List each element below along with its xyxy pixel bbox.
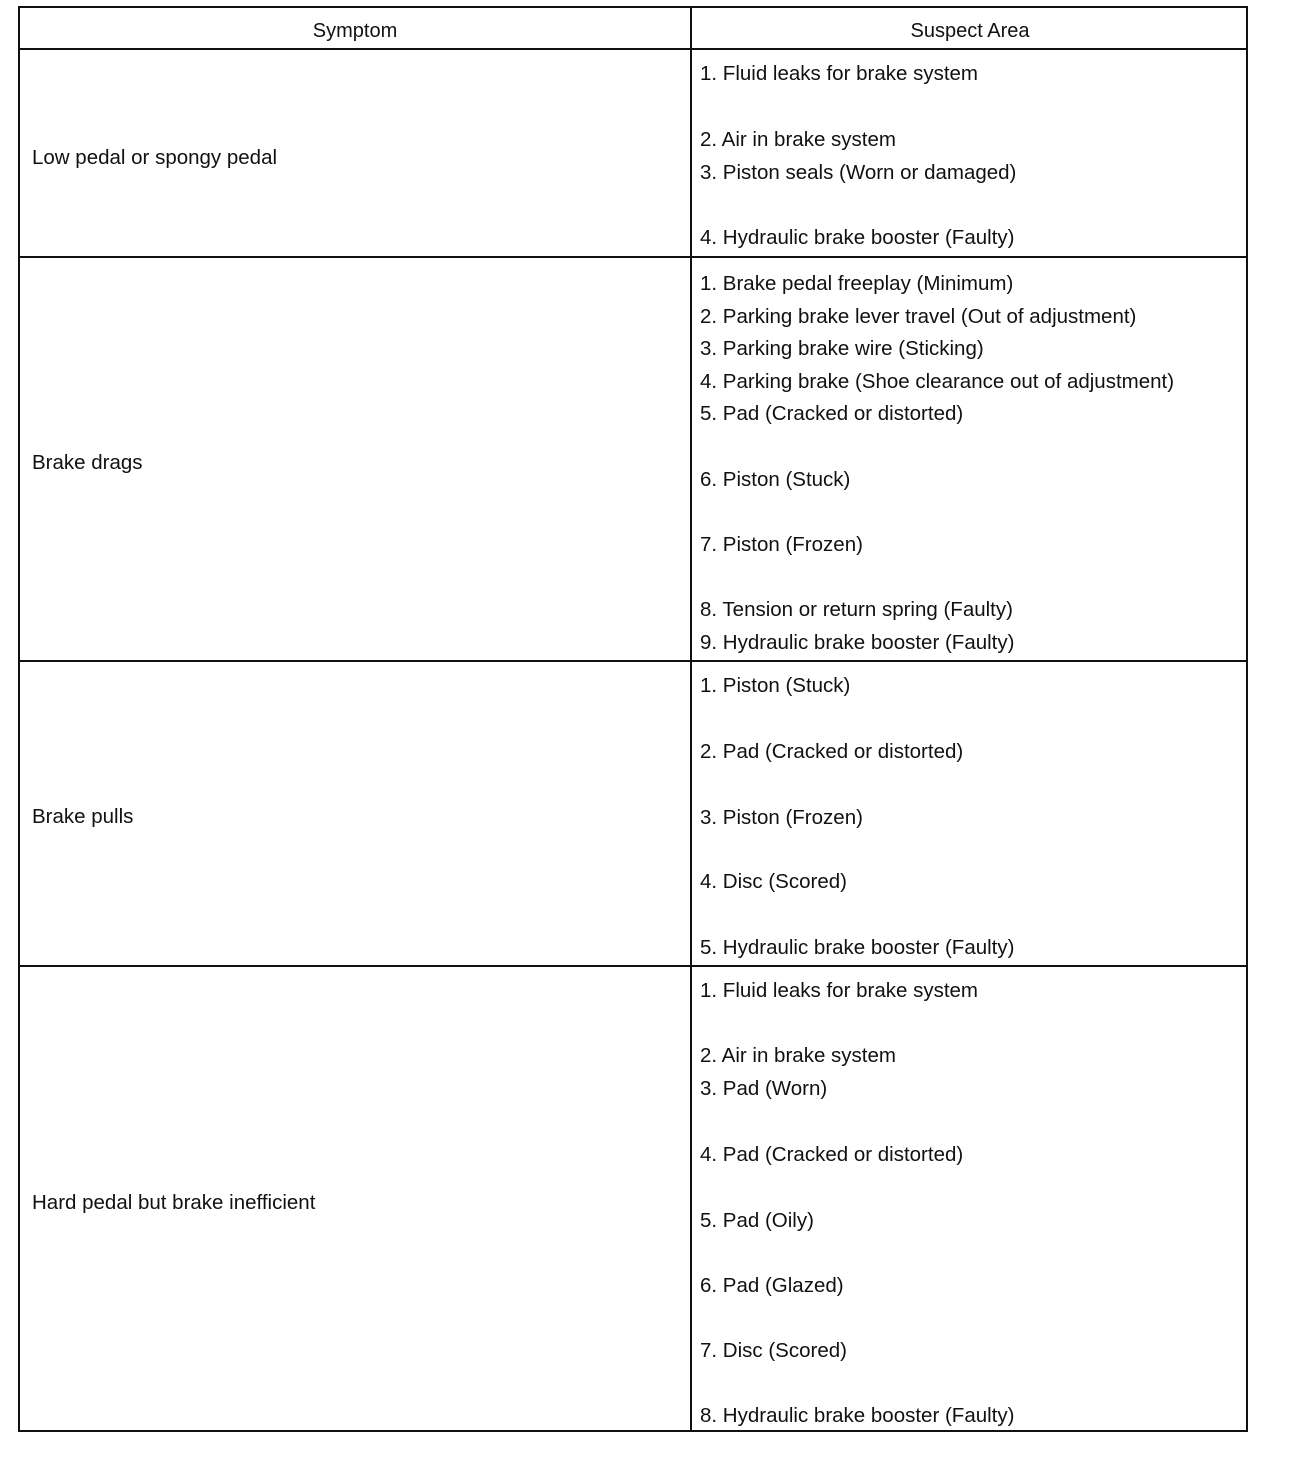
suspect-item: 2. Pad (Cracked or distorted) <box>700 740 964 763</box>
suspect-item: 2. Parking brake lever travel (Out of adjustment) <box>700 305 1137 328</box>
suspect-item: 3. Parking brake wire (Sticking) <box>700 337 984 360</box>
suspect-item: 3. Piston seals (Worn or damaged) <box>700 161 1017 184</box>
suspect-item: 1. Fluid leaks for brake system <box>700 979 978 1002</box>
symptom-cell: Brake pulls <box>32 805 134 828</box>
suspect-item: 4. Hydraulic brake booster (Faulty) <box>700 226 1015 249</box>
row-divider <box>20 256 1246 258</box>
header-suspect-area: Suspect Area <box>910 20 1030 42</box>
row-divider <box>20 965 1246 967</box>
suspect-item: 6. Piston (Stuck) <box>700 468 851 491</box>
row-divider <box>20 660 1246 662</box>
suspect-item: 6. Pad (Glazed) <box>700 1274 844 1297</box>
header-symptom: Symptom <box>312 20 398 42</box>
suspect-item: 1. Fluid leaks for brake system <box>700 62 978 85</box>
symptom-cell: Low pedal or spongy pedal <box>32 146 278 169</box>
suspect-item: 2. Air in brake system <box>700 1044 896 1067</box>
troubleshooting-table <box>18 6 1248 1432</box>
suspect-item: 4. Parking brake (Shoe clearance out of adjustment) <box>700 370 1175 393</box>
suspect-item: 2. Air in brake system <box>700 128 896 151</box>
suspect-item: 3. Pad (Worn) <box>700 1077 828 1100</box>
suspect-item: 3. Piston (Frozen) <box>700 806 863 829</box>
row-divider <box>20 48 1246 50</box>
suspect-item: 5. Pad (Oily) <box>700 1209 814 1232</box>
suspect-item: 4. Pad (Cracked or distorted) <box>700 1143 964 1166</box>
suspect-item: 5. Pad (Cracked or distorted) <box>700 402 964 425</box>
suspect-item: 9. Hydraulic brake booster (Faulty) <box>700 631 1015 654</box>
symptom-cell: Brake drags <box>32 451 143 474</box>
symptom-cell: Hard pedal but brake inefficient <box>32 1191 316 1214</box>
suspect-item: 1. Brake pedal freeplay (Minimum) <box>700 272 1014 295</box>
suspect-item: 8. Hydraulic brake booster (Faulty) <box>700 1404 1015 1427</box>
suspect-item: 4. Disc (Scored) <box>700 870 847 893</box>
suspect-item: 1. Piston (Stuck) <box>700 674 851 697</box>
suspect-item: 7. Disc (Scored) <box>700 1339 847 1362</box>
suspect-item: 8. Tension or return spring (Faulty) <box>700 598 1013 621</box>
suspect-item: 5. Hydraulic brake booster (Faulty) <box>700 936 1015 959</box>
suspect-item: 7. Piston (Frozen) <box>700 533 863 556</box>
column-divider <box>690 8 692 1430</box>
